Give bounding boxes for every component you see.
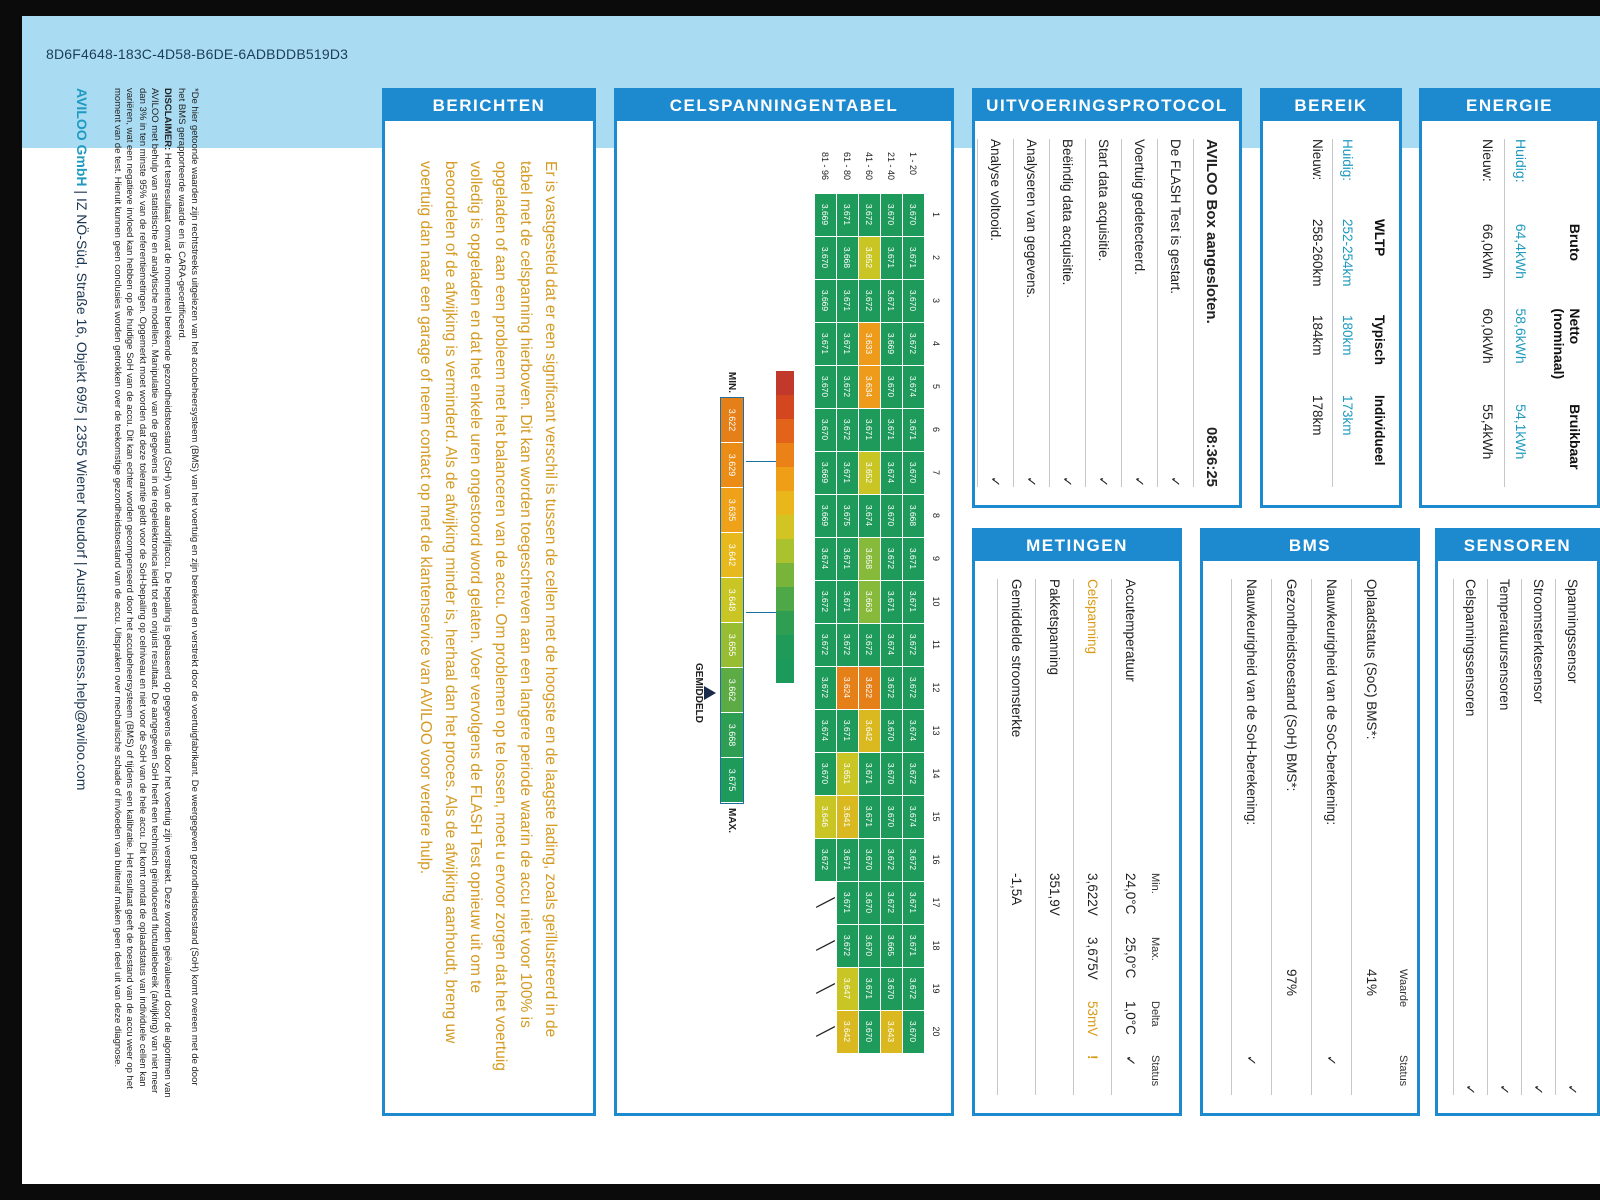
scale-segment <box>776 443 794 455</box>
cell-voltage: 3.651 <box>837 752 859 795</box>
check-icon: ✓ <box>1324 1055 1340 1066</box>
scale-value: 3.675 <box>721 758 743 803</box>
scale-value: 3.635 <box>721 488 743 533</box>
cell-voltage: 3.671 <box>837 279 859 322</box>
triangle-up-icon <box>704 686 716 700</box>
check-icon: ✓ <box>1244 1055 1260 1066</box>
check-icon: ✓ <box>1463 1084 1479 1095</box>
column-header: 3 <box>931 297 941 303</box>
column-header: 1 <box>931 211 941 217</box>
cell-voltage: 3.671 <box>881 236 903 279</box>
scale-zoom-connector <box>746 461 776 613</box>
cell-voltage: 3.643 <box>881 1010 903 1053</box>
scale-value: 3.622 <box>721 398 743 443</box>
energie-header-netto: Netto (nominaal) <box>1551 308 1583 380</box>
cell-voltage: 3.670 <box>903 279 925 322</box>
scale-detail <box>720 361 744 833</box>
cell-voltage: 3.671 <box>837 580 859 623</box>
scale-segment <box>776 635 794 647</box>
metingen-row-accutemperatuur: Accutemperatuur 24,0°C 25,0°C 1,0°C ✓ <box>1111 579 1149 1095</box>
cell-voltage: 3.642 <box>837 1010 859 1053</box>
check-icon: ✓ <box>1531 1084 1547 1095</box>
cell-voltage: 3.670 <box>881 494 903 537</box>
company-address: | IZ NÖ-Süd, Straße 16, Objekt 69/5 | 2355 Wiener Neudorf | Austria | business.help@aviloo.com <box>74 190 91 791</box>
cell-voltage: 3.670 <box>815 752 837 795</box>
cell-voltage: 3.671 <box>837 881 859 924</box>
cell-voltage: 3.671 <box>903 537 925 580</box>
metingen-header-status: Status <box>1149 1055 1161 1087</box>
scale-segment <box>776 407 794 419</box>
empty-cell: ╲ <box>815 967 837 1010</box>
cell-voltage: 3.669 <box>815 193 837 236</box>
scale-segment <box>776 479 794 491</box>
scale-segment <box>776 383 794 395</box>
column-header: 11 <box>931 639 941 650</box>
energie-row-huidig: Huidig: 64,4kWh 58,6kWh 54,1kWh <box>1504 139 1537 487</box>
scale-segment <box>776 623 794 635</box>
cell-voltage: 3.672 <box>837 408 859 451</box>
energie-title: ENERGIE <box>1422 91 1597 121</box>
protocol-step: Start data acquisitie. ✓ <box>1085 139 1121 487</box>
cell-voltage: 3.652 <box>859 451 881 494</box>
scale-value: 3.668 <box>721 713 743 758</box>
cell-voltage: 3.670 <box>815 365 837 408</box>
scale-segment <box>776 647 794 659</box>
cell-voltage: 3.642 <box>859 709 881 752</box>
cell-voltage: 3.624 <box>837 666 859 709</box>
column-header: 15 <box>931 811 941 822</box>
cell-voltage: 3.671 <box>837 451 859 494</box>
check-icon: ✓ <box>988 476 1004 487</box>
table-row <box>859 151 881 1053</box>
sensor-item: Temperatuursensoren ✓ <box>1487 579 1521 1095</box>
row-label: 41 - 60 <box>864 152 875 181</box>
row-label: 61 - 80 <box>842 152 853 181</box>
cell-voltage: 3.669 <box>881 322 903 365</box>
cell-voltage: 3.671 <box>837 193 859 236</box>
metingen-header-delta: Delta <box>1149 1001 1161 1027</box>
celspanningentabel-title: CELSPANNINGENTABEL <box>617 91 951 121</box>
column-header: 17 <box>931 897 941 908</box>
cell-voltage: 3.672 <box>903 967 925 1010</box>
protocol-header-label: AVILOO Box aangesloten. <box>1203 139 1220 324</box>
scale-segment <box>776 455 794 467</box>
metingen-header-max: Max. <box>1149 937 1161 961</box>
cell-voltage: 3.665 <box>881 924 903 967</box>
column-header: 8 <box>931 512 941 518</box>
column-header: 12 <box>931 682 941 693</box>
scale-segment <box>776 515 794 527</box>
cell-voltage: 3.672 <box>903 623 925 666</box>
cell-voltage: 3.671 <box>903 236 925 279</box>
cell-voltage: 3.672 <box>815 838 837 881</box>
cell-voltage: 3.658 <box>859 537 881 580</box>
cell-voltage: 3.671 <box>903 881 925 924</box>
cell-voltage: 3.670 <box>903 451 925 494</box>
column-header: 6 <box>931 426 941 432</box>
cell-voltage: 3.669 <box>815 279 837 322</box>
cell-voltage: 3.671 <box>837 322 859 365</box>
protocol-header-time: 08:36:25 <box>1203 426 1220 487</box>
cell-voltage: 3.671 <box>837 709 859 752</box>
scale-segment <box>776 527 794 539</box>
bereik-header-individueel: Individueel <box>1372 395 1387 466</box>
cell-voltage: 3.672 <box>881 881 903 924</box>
empty-cell: ╲ <box>815 924 837 967</box>
table-row <box>903 151 925 1053</box>
table-row <box>837 151 859 1053</box>
column-header: 2 <box>931 254 941 260</box>
column-header: 10 <box>931 596 941 607</box>
cell-voltage: 3.670 <box>881 967 903 1010</box>
cell-voltage: 3.675 <box>837 494 859 537</box>
report-page <box>22 16 1600 1184</box>
cell-voltage: 3.671 <box>881 408 903 451</box>
cell-voltage: 3.674 <box>903 795 925 838</box>
bms-header-waarde: Waarde <box>1397 969 1409 1008</box>
scale-segment <box>776 599 794 611</box>
berichten-title: BERICHTEN <box>385 91 593 121</box>
cell-voltage: 3.674 <box>881 451 903 494</box>
bereik-header-typisch: Typisch <box>1372 315 1387 366</box>
column-header: 14 <box>931 768 941 779</box>
uitvoeringsprotocol-panel <box>972 88 1242 508</box>
scale-segment <box>776 659 794 671</box>
cell-voltage: 3.672 <box>881 537 903 580</box>
table-row <box>815 151 837 1053</box>
cell-voltage: 3.670 <box>859 838 881 881</box>
cell-voltage: 3.670 <box>815 236 837 279</box>
cell-voltage: 3.671 <box>837 537 859 580</box>
cell-voltage: 3.641 <box>837 795 859 838</box>
row-label: 1 - 20 <box>908 152 919 176</box>
bms-title: BMS <box>1203 531 1417 561</box>
cell-voltage: 3.671 <box>859 795 881 838</box>
cell-voltage: 3.670 <box>859 924 881 967</box>
bereik-title: BEREIK <box>1263 91 1399 121</box>
scale-segment <box>776 467 794 479</box>
scale-segment <box>776 431 794 443</box>
uitvoeringsprotocol-title: UITVOERINGSPROTOCOL <box>975 91 1239 121</box>
column-header: 20 <box>931 1026 941 1037</box>
cell-voltage: 3.670 <box>903 193 925 236</box>
cell-voltage: 3.671 <box>903 408 925 451</box>
company-name: AVILOO GmbH <box>74 88 91 187</box>
cell-voltage: 3.670 <box>881 752 903 795</box>
bms-item: Nauwkeurigheid van de SoH-berekening: ✓ <box>1231 579 1271 1095</box>
empty-cell: ╲ <box>815 881 837 924</box>
scale-segment <box>776 671 794 683</box>
row-label: 81 - 96 <box>820 152 831 181</box>
bereik-row-huidig: Huidig: 252-254km 180km 173km <box>1332 139 1362 487</box>
check-icon: ✓ <box>1565 1084 1581 1095</box>
cell-voltage: 3.670 <box>859 1010 881 1053</box>
energie-header-bruikbaar: Bruikbaar <box>1567 404 1583 470</box>
berichten-panel <box>382 88 596 1116</box>
cell-voltage: 3.674 <box>815 537 837 580</box>
cell-voltage: 3.674 <box>903 709 925 752</box>
cell-voltage: 3.672 <box>837 623 859 666</box>
column-header: 7 <box>931 469 941 475</box>
table-row <box>881 151 903 1053</box>
scale-segment <box>776 419 794 431</box>
disclaimer-text: Het testresultaat omvat de momenteel berekende gezondheidstoestand (SoH) van de aandrijfaccu. De bepaling is gebaseerd op gegevens die door het voertuig zijn verstrekt. Deze worden geëvalueerd door de algoritmen van AVILOO met behulp van statistische en analytische modellen. Manipulatie van de gegevens in de regelelektronica leidt tot een onjuist resultaat. De aangegeven SoH heeft een technisch geïnduceerd fluctuatiebereik (afwijking) van niet meer dan 3% in ten minste 95% van de referentiemetingen. Opgemerkt moet worden dat deze tolerantie geldt voor de SoH-bepaling op celniveau en niet voor de SoH van de hele accu. Dit komt omdat de oplaadstatus van individuele cellen kan variëren, wat een negatieve invloed kan hebben op de huidige SoH van de accu. Dit kan echter worden gecompenseerd door het accubeheersysteem (BMS) of tijdens een kalibratie. Het resultaat geeft de toestand van de accu weer op het moment van de test. Hieruit kunnen geen conclusies worden getrokken over de toekomstige gezondheidstoestand van de accu. Uitspraken over mechanische schade of invloeden van buitenaf maken geen deel uit van deze diagnose. <box>112 88 173 1098</box>
scale-value: 3.648 <box>721 578 743 623</box>
column-header: 18 <box>931 940 941 951</box>
cell-voltage: 3.670 <box>881 193 903 236</box>
cell-voltage: 3.674 <box>903 365 925 408</box>
column-header: 9 <box>931 555 941 561</box>
cell-voltage: 3.663 <box>859 580 881 623</box>
metingen-row-pakketspanning: Pakketspanning 351,9V <box>1035 579 1073 1095</box>
bms-item: Gezondheidstoestand (SoH) BMS*: 97% <box>1271 579 1311 1095</box>
protocol-header-row <box>1193 139 1229 487</box>
bereik-row-nieuw: Nieuw: 258-260km 184km 178km <box>1310 139 1325 436</box>
cell-voltage: 3.672 <box>859 623 881 666</box>
sensoren-panel <box>1435 528 1600 1116</box>
cell-voltage: 3.672 <box>815 623 837 666</box>
scale-segment <box>776 611 794 623</box>
scale-min-label: MIN. <box>726 371 738 393</box>
scale-average-marker: GEMIDDELD <box>693 663 716 723</box>
metingen-row-stroomsterkte: Gemiddelde stroomsterkte -1,5A <box>997 579 1035 1095</box>
scale-value: 3.642 <box>721 533 743 578</box>
cell-voltage: 3.671 <box>903 924 925 967</box>
protocol-step: Beëindig data acquisitie. ✓ <box>1049 139 1085 487</box>
cell-voltage: 3.670 <box>903 1010 925 1053</box>
cell-voltage: 3.671 <box>859 408 881 451</box>
cell-voltage: 3.672 <box>859 279 881 322</box>
energie-row-nieuw: Nieuw: 66,0kWh 60,0kWh 55,4kWh <box>1480 139 1496 460</box>
bms-header-status: Status <box>1397 1055 1409 1087</box>
metingen-row-celspanning: Celspanning 3,622V 3,675V 53mV ! <box>1073 579 1111 1095</box>
scale-segment <box>776 563 794 575</box>
scale-segment <box>776 491 794 503</box>
cell-voltage: 3.672 <box>881 838 903 881</box>
cell-voltage: 3.674 <box>881 623 903 666</box>
footer-block <box>40 88 360 1098</box>
cell-voltage: 3.633 <box>859 322 881 365</box>
sensor-item: Celspanningssensoren ✓ <box>1453 579 1487 1095</box>
cell-voltage: 3.672 <box>903 666 925 709</box>
cell-voltage: 3.672 <box>859 193 881 236</box>
warning-icon: ! <box>1085 1055 1100 1060</box>
sensor-item: Stroomsterktesensor ✓ <box>1521 579 1555 1095</box>
scale-segment <box>776 503 794 515</box>
check-icon: ✓ <box>1123 1055 1139 1067</box>
cell-voltage: 3.671 <box>881 279 903 322</box>
empty-cell: ╲ <box>815 1010 837 1053</box>
cell-voltage: 3.668 <box>903 494 925 537</box>
cell-voltage: 3.672 <box>903 838 925 881</box>
cell-voltage: 3.670 <box>815 408 837 451</box>
cell-voltage: 3.671 <box>881 580 903 623</box>
cell-voltage: 3.669 <box>815 494 837 537</box>
metingen-panel <box>972 528 1182 1116</box>
check-icon: ✓ <box>1024 476 1040 487</box>
bereik-header-wltp: WLTP <box>1372 219 1387 257</box>
bms-item: Oplaadstatus (SoC) BMS*: 41% <box>1351 579 1391 1095</box>
scale-value: 3.662 <box>721 668 743 713</box>
cell-voltage: 3.672 <box>815 666 837 709</box>
bereik-panel <box>1260 88 1402 508</box>
column-header: 16 <box>931 854 941 865</box>
protocol-step: Analyseren van gegevens. ✓ <box>1013 139 1049 487</box>
scale-max-label: MAX. <box>726 808 738 833</box>
bms-panel <box>1200 528 1420 1116</box>
cell-voltage: 3.622 <box>859 666 881 709</box>
scale-segment <box>776 575 794 587</box>
voltage-scale <box>674 151 804 1113</box>
disclaimer-label: DISCLAIMER: <box>162 88 173 151</box>
scale-value: 3.629 <box>721 443 743 488</box>
check-icon: ✓ <box>1060 476 1076 487</box>
metingen-header-min: Min. <box>1149 873 1161 894</box>
footer-note: *De hier getoonde waarden zijn rechtstreeks uitgelezen van het accubeheersysteem (BMS) van het voertuig en zijn berekend en verstrekt door de voertuigfabrikant. De weergegeven gezondheidstoestand (SoH) komt overeen met de door het BMS gerapporteerde waarde en is CARA-gecertificeerd. <box>176 88 200 1086</box>
cell-voltage: 3.671 <box>859 752 881 795</box>
cell-voltage: 3.668 <box>837 236 859 279</box>
cell-voltage: 3.671 <box>859 967 881 1010</box>
column-header: 5 <box>931 383 941 389</box>
cell-voltage: 3.674 <box>815 709 837 752</box>
column-header: 13 <box>931 725 941 736</box>
column-header: 19 <box>931 983 941 994</box>
cell-voltage: 3.670 <box>881 795 903 838</box>
cell-voltage: 3.672 <box>815 580 837 623</box>
cell-voltage: 3.634 <box>859 365 881 408</box>
cell-voltage: 3.652 <box>859 236 881 279</box>
check-icon: ✓ <box>1132 476 1148 487</box>
metingen-title: METINGEN <box>975 531 1179 561</box>
celspanningentabel-panel <box>614 88 954 1116</box>
cell-voltage: 3.672 <box>903 322 925 365</box>
berichten-message: Er is vastgesteld dat er een significant verschil is tussen de cellen met de hoogste en de laagste lading, zoals geïllustreerd in de tabel met de celspanning hierboven. Dit kan worden toegeschreven aan een langere periode waarin de accu niet voor 100% is opgeladen of aan een probleem met het balanceren van de accu. Om problemen op te lossen, moet u ervoor zorgen dat het voertuig volledig is opgeladen en dat het enkele uren ongestoord word gelaten. Voer vervolgens de FLASH Test opnieuw uit om te beoordelen of de afwijking is verminderd. Als de afwijking minder is, herhaal dan het proces. Als de afwijking aanhoudt, breng uw voertuig dan naar een garage of neem contact op met de klantenservice van AVILOO voor verdere hulp. <box>417 161 559 1071</box>
check-icon: ✓ <box>1497 1084 1513 1095</box>
sensoren-title: SENSOREN <box>1438 531 1597 561</box>
sensor-item: Spanningssensor ✓ <box>1555 579 1589 1095</box>
column-header: 4 <box>931 340 941 346</box>
scale-value: 3.655 <box>721 623 743 668</box>
scale-segment <box>776 395 794 407</box>
check-icon: ✓ <box>1096 476 1112 487</box>
cell-voltage: 3.671 <box>903 580 925 623</box>
scale-segment <box>776 539 794 551</box>
cell-voltage: 3.669 <box>815 451 837 494</box>
cell-voltage: 3.672 <box>837 365 859 408</box>
scale-segment <box>776 551 794 563</box>
cell-voltage: 3.647 <box>837 967 859 1010</box>
energie-panel <box>1419 88 1600 508</box>
cell-voltage: 3.670 <box>881 709 903 752</box>
row-label: 21 - 40 <box>886 152 897 181</box>
energie-header-bruto: Bruto <box>1567 223 1583 262</box>
cell-voltage: 3.671 <box>837 838 859 881</box>
cell-voltage-table <box>814 151 947 1054</box>
cell-voltage: 3.671 <box>815 322 837 365</box>
cell-voltage: 3.670 <box>859 881 881 924</box>
document-id: 8D6F4648-183C-4D58-B6DE-6ADBDDB519D3 <box>46 46 349 62</box>
scale-gradient-bar <box>776 371 794 683</box>
cell-voltage: 3.672 <box>881 666 903 709</box>
bms-item: Nauwkeurigheid van de SoC-berekening: ✓ <box>1311 579 1351 1095</box>
cell-voltage: 3.670 <box>881 365 903 408</box>
protocol-step: De FLASH Test is gestart. ✓ <box>1157 139 1193 487</box>
scale-segment <box>776 371 794 383</box>
cell-voltage: 3.646 <box>815 795 837 838</box>
check-icon: ✓ <box>1168 476 1184 487</box>
protocol-step: Voertuig gedetecteerd. ✓ <box>1121 139 1157 487</box>
cell-voltage: 3.672 <box>837 924 859 967</box>
cell-voltage: 3.674 <box>859 494 881 537</box>
scale-segment <box>776 587 794 599</box>
cell-voltage: 3.672 <box>903 752 925 795</box>
protocol-step: Analyse voltooid. ✓ <box>977 139 1013 487</box>
